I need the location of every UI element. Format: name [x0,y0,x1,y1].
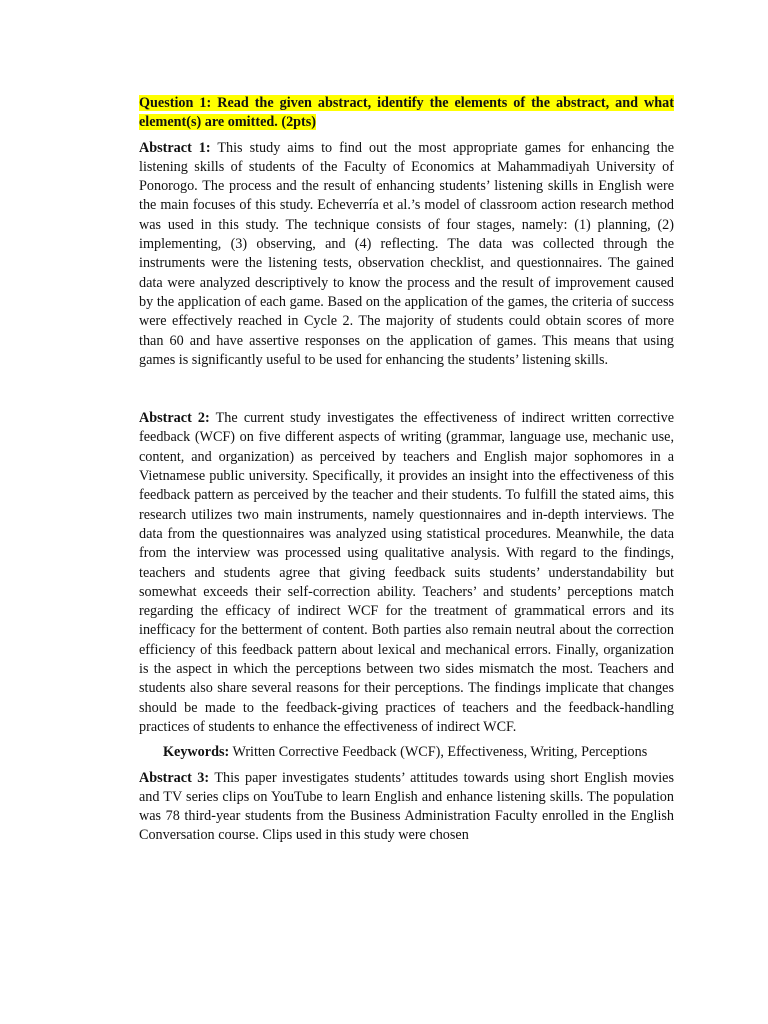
abstract-3-label: Abstract 3: [139,769,210,786]
question-heading [139,94,674,133]
abstract-3 [139,769,674,846]
abstract-3-body: This paper investigates students’ attitudes towards using short English movies and TV series clips on YouTube to learn English and enhance listening skills. The population was 78 third-year students from the Business Administration Faculty enrolled in the English Conversation course. Clips used in this study were chosen [139,769,674,844]
abstract-2 [139,409,674,737]
keywords-body: Written Corrective Feedback (WCF), Effectiveness, Writing, Perceptions [232,744,648,761]
keywords-label: Keywords: [163,744,230,761]
abstract-1-label: Abstract 1: [139,139,211,156]
abstract-1 [139,139,674,371]
question-text: Question 1: Read the given abstract, identify the elements of the abstract, and what element(s) are omitted. (2pts) [139,95,674,131]
paragraph-gap [139,376,674,409]
abstract-2-label: Abstract 2: [139,410,210,427]
abstract-1-body: This study aims to find out the most appropriate games for enhancing the listening skills of students of the Faculty of Economics at Mahammadiyah University of Ponorogo. The process and the result of enhancing students’ listening skills in English were the main focuses of this study. Echeverría et al.’s model of classroom action research method was used in this study. The technique consists of four stages, namely: (1) planning, (2) implementing, (3) observing, and (4) reflecting. The data was collected through the instruments were the listening tests, observation checklist, and questionnaires. The gained data were analyzed descriptively to know the process and the result of improvement caused by the application of each game. Based on the application of the games, the criteria of success were effectively reached in Cycle 2. The majority of students could obtain scores of more than 60 and have assertive responses on the application of games. This means that using games is significantly useful to be used for enhancing the students’ listening skills. [139,139,674,368]
abstract-2-body: The current study investigates the effectiveness of indirect written corrective feedback (WCF) on five different aspects of writing (grammar, language use, mechanic use, content, and organization) as perceived by teachers and English major sophomores in a Vietnamese public university. Specifically, it provides an insight into the effectiveness of this feedback pattern as perceived by the teacher and their students. To fulfill the stated aims, this research utilizes two main instruments, namely questionnaires and in-depth interviews. The data from the questionnaires was analyzed using statistical procedures. Meanwhile, the data from the interview was processed using qualitative analysis. With regard to the findings, teachers and students agree that giving feedback suits students’ understandability but somewhat exceeds their self-correction ability. Teachers’ and students’ perceptions match regarding the efficacy of indirect WCF for the treatment of grammatical errors and its inefficacy for the betterment of content. Both parties also remain neutral about the correction efficiency of this feedback pattern about lexical and mechanical errors. Finally, organization is the aspect in which the perceptions between two sides mismatch the most. Teachers and students also share several reasons for their perceptions. The findings implicate that changes should be made to the feedback-giving practices of teachers and the feedback-handling practices of students to enhance the effectiveness of indirect WCF. [139,410,674,735]
document-page [139,94,674,852]
keywords [139,743,674,762]
